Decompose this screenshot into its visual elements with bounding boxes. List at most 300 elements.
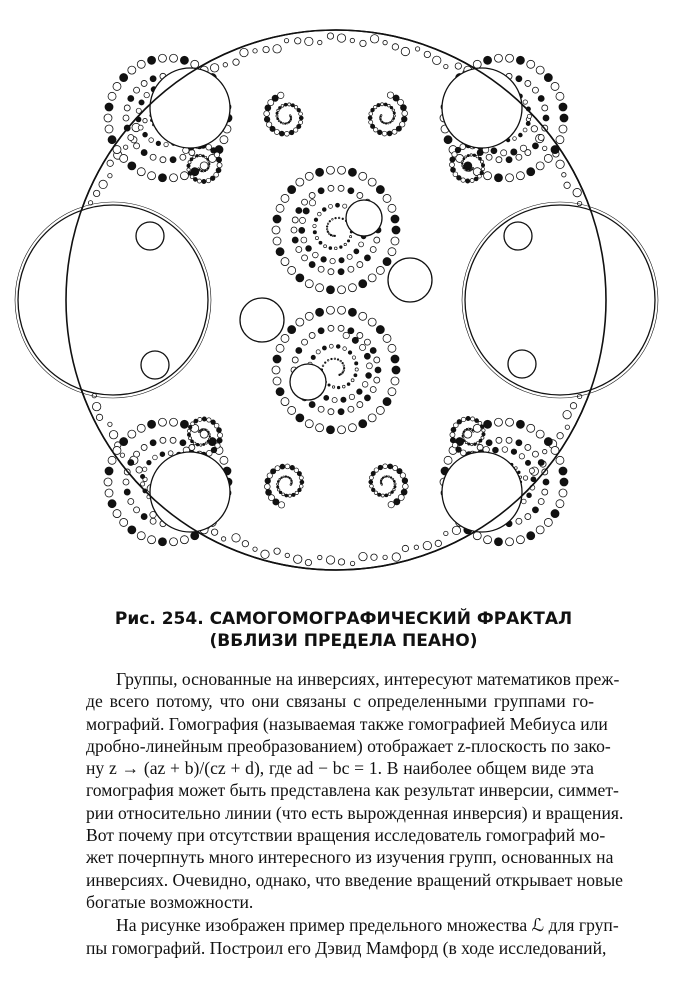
boundary-bead [253, 547, 257, 551]
fractal-spiral-bead [466, 170, 468, 172]
fractal-bead [292, 217, 298, 223]
fractal-spiral-bead [187, 164, 190, 167]
fractal-spiral-bead [352, 337, 358, 343]
fractal-spiral-bead [138, 125, 143, 130]
fractal-spiral-bead [461, 163, 463, 165]
fractal-spiral-bead [479, 157, 482, 160]
boundary-bead [392, 44, 398, 50]
boundary-bead [423, 541, 431, 549]
fractal-bead [148, 420, 156, 428]
boundary-bead [108, 422, 112, 426]
fractal-spiral-bead [264, 484, 270, 490]
fractal-bead [368, 178, 376, 186]
boundary-bead [573, 188, 581, 196]
fractal-bead [525, 514, 531, 520]
fractal-spiral-bead [202, 179, 206, 183]
fractal-spiral-bead [480, 160, 483, 163]
fractal-bead [532, 87, 538, 93]
fractal-spiral-bead [394, 483, 396, 485]
fractal-spiral-bead [313, 224, 316, 227]
fractal-spiral-bead [297, 472, 301, 476]
fractal-bead [494, 54, 502, 62]
fractal-bead [292, 357, 298, 363]
fractal-bead [316, 308, 324, 316]
fractal-spiral-bead [388, 476, 390, 478]
fractal-spiral-bead [334, 247, 337, 250]
fractal-spiral-bead [207, 440, 209, 442]
fractal-spiral-bead [385, 123, 387, 125]
fractal-spiral-bead [205, 156, 207, 158]
fractal-bead [191, 168, 199, 176]
fractal-bead [148, 536, 156, 544]
fractal-bead [158, 418, 166, 426]
fractal-bead [158, 538, 166, 546]
fractal-spiral-bead [277, 486, 279, 488]
boundary-bead [92, 402, 100, 410]
fractal-bead [494, 418, 502, 426]
fractal-bead [170, 437, 176, 443]
fractal-spiral-bead [160, 452, 165, 457]
fractal-spiral-bead [326, 228, 328, 230]
fractal-spiral-bead [461, 178, 465, 182]
fractal-spiral-bead [371, 488, 375, 492]
fractal-bead [150, 518, 156, 524]
fractal-spiral-bead [476, 442, 479, 445]
fractal-spiral-bead [342, 218, 344, 220]
body-text [56, 668, 624, 959]
fractal-spiral-bead [355, 362, 358, 365]
fractal-spiral-bead [215, 443, 220, 448]
fractal-spiral-bead [347, 240, 349, 242]
fractal-bead [364, 339, 370, 345]
boundary-bead [401, 47, 409, 55]
fractal-spiral-bead [336, 345, 340, 349]
fractal-bead [348, 284, 356, 292]
fractal-spiral-bead [202, 155, 204, 157]
fractal-bead [141, 514, 147, 520]
fractal-bead [506, 437, 512, 443]
fractal-bead [560, 114, 568, 122]
fractal-bead [496, 157, 502, 163]
fractal-bead [316, 168, 324, 176]
fractal-bead [473, 532, 481, 540]
fractal-bead [180, 420, 188, 428]
fractal-bead [318, 328, 324, 334]
fractal-spiral-bead [343, 365, 345, 367]
fractal-bead [338, 166, 346, 174]
fractal-spiral-bead [300, 480, 304, 484]
fractal-spiral-bead [285, 476, 287, 478]
fractal-spiral-bead [193, 177, 197, 181]
fractal-spiral-bead [467, 154, 469, 156]
fractal-spiral-bead [342, 362, 344, 364]
fractal-spiral-bead [340, 360, 342, 362]
fractal-bead [302, 339, 308, 345]
fractal-bead [376, 186, 384, 194]
fractal-spiral-bead [388, 493, 391, 496]
fractal-bead [150, 154, 156, 160]
fractal-bead [559, 103, 567, 111]
fractal-spiral-bead [314, 218, 318, 222]
fractal-spiral-bead [147, 460, 152, 465]
fractal-bead [391, 237, 399, 245]
fractal-bead [391, 355, 399, 363]
fractal-spiral-bead [274, 129, 279, 134]
fractal-spiral-bead [371, 108, 375, 112]
fractal-bead [128, 135, 134, 141]
fractal-spiral-bead [329, 247, 332, 250]
fractal-bead [105, 103, 113, 111]
fractal-spiral-bead [392, 109, 394, 111]
fractal-bead [291, 227, 297, 233]
fractal-bead [292, 237, 298, 243]
fractal-bead [128, 499, 134, 505]
fractal-bead [516, 440, 522, 446]
text-line: Вот почему при отсутствии вращения исследователь гомографий мо- [86, 825, 606, 846]
text-line: На рисунке изображен пример предельного множества ℒ для груп- [116, 915, 619, 936]
fractal-bead [348, 168, 356, 176]
paragraph-1 [56, 668, 624, 913]
fractal-spiral-bead [457, 419, 462, 424]
fractal-bead [338, 426, 346, 434]
fractal-bead [542, 105, 548, 111]
fractal-bead [375, 367, 381, 373]
fractal-spiral-bead [287, 476, 289, 478]
fractal-bead [370, 347, 376, 353]
fractal-bead [484, 536, 492, 544]
fractal-bead [124, 489, 130, 495]
fractal-bead [288, 186, 296, 194]
fractal-bead [148, 172, 156, 180]
boundary-bead [93, 190, 99, 196]
fractal-spiral-bead [218, 433, 223, 438]
fractal-spiral-bead [466, 428, 468, 430]
fractal-bead [506, 418, 514, 426]
fractal-bead [532, 451, 538, 457]
fractal-bead [444, 456, 452, 464]
fractal-spiral-bead [331, 358, 333, 360]
fractal-spiral-bead [401, 489, 407, 495]
fractal-bead [392, 366, 400, 374]
fractal-spiral-bead [371, 471, 375, 475]
fractal-bead [328, 185, 334, 191]
text-line: ну z → (az + b)/(cz + d), где ad − bc = 1. В наиболее общем виде эта [86, 758, 594, 779]
fractal-spiral-bead [462, 437, 464, 439]
fractal-spiral-bead [334, 358, 336, 360]
fractal-bead [543, 479, 549, 485]
fractal-bead [338, 409, 344, 415]
fractal-bead [544, 74, 552, 82]
fractal-spiral-bead [190, 175, 194, 179]
fractal-bead [141, 80, 147, 86]
fractal-spiral-bead [478, 421, 482, 425]
fractal-bead [506, 174, 514, 182]
fractal-spiral-bead [343, 204, 347, 208]
fractal-bead [368, 414, 376, 422]
fractal-spiral-bead [328, 233, 330, 235]
fractal-bead [134, 507, 140, 513]
fractal-spiral-bead [297, 108, 301, 112]
fractal-spiral-bead [327, 231, 329, 233]
fractal-spiral-bead [390, 106, 393, 109]
fractal-bead [348, 308, 356, 316]
fractal-spiral-bead [275, 466, 280, 471]
fractal-spiral-bead [217, 438, 222, 443]
fractal-spiral-bead [465, 442, 467, 444]
fractal-bead [527, 424, 535, 432]
boundary-bead [305, 559, 311, 565]
boundary-bead [240, 48, 248, 56]
fractal-bead [516, 154, 522, 160]
fractal-bead [160, 437, 166, 443]
boundary-bead [123, 145, 127, 149]
boundary-bead [415, 47, 419, 51]
fractal-bead [281, 194, 289, 202]
fractal-spiral-bead [289, 130, 294, 135]
fractal-bead [128, 95, 134, 101]
fractal-spiral-bead [277, 109, 279, 111]
fractal-spiral-bead [450, 432, 455, 437]
fractal-bead [357, 402, 363, 408]
fractal-bead [113, 510, 121, 518]
boundary-bead [295, 38, 301, 44]
fractal-spiral-bead [481, 164, 484, 167]
fractal-spiral-bead [374, 105, 377, 108]
fractal-spiral-bead [282, 493, 285, 496]
fractal-spiral-bead [193, 442, 196, 445]
boundary-bead [107, 160, 113, 166]
fractal-spiral-bead [400, 105, 406, 111]
fractal-bead [272, 366, 280, 374]
boundary-bead [543, 146, 547, 150]
fractal-spiral-bead [187, 433, 190, 436]
boundary-bead [108, 174, 112, 178]
fractal-bead [392, 226, 400, 234]
fractal-spiral-bead [347, 254, 352, 259]
fractal-spiral-bead [520, 145, 526, 151]
fractal-spiral-bead [202, 417, 206, 421]
fractal-spiral-bead [313, 252, 319, 258]
fractal-spiral-bead [462, 435, 464, 437]
boundary-bead [452, 526, 460, 534]
fractal-spiral-bead [493, 447, 499, 453]
fractal-spiral-bead [463, 167, 465, 169]
fractal-spiral-bead [390, 477, 392, 479]
boundary-bead [273, 45, 281, 53]
boundary-bead [210, 64, 218, 72]
caption-line-2: (ВБЛИЗИ ПРЕДЕЛА ПЕАНО) [209, 631, 478, 651]
fractal-spiral-bead [290, 484, 292, 486]
fractal-bead [486, 154, 492, 160]
fractal-spiral-bead [463, 431, 465, 433]
fractal-bead [134, 87, 140, 93]
boundary-bead [414, 545, 418, 549]
fractal-spiral-bead [281, 477, 283, 479]
fractal-bead [359, 420, 367, 428]
fractal-bead [160, 157, 166, 163]
fractal-spiral-bead [394, 486, 396, 488]
fractal-spiral-bead [290, 465, 295, 470]
fractal-bead [527, 60, 535, 68]
fractal-bead [191, 60, 199, 68]
fractal-spiral-bead [144, 92, 149, 97]
fractal-bead [538, 459, 544, 465]
fractal-bead [368, 274, 376, 282]
fractal-spiral-bead [153, 455, 158, 460]
fractal-spiral-bead [351, 379, 354, 382]
fractal-spiral-bead [322, 365, 324, 367]
fractal-bead [544, 154, 552, 162]
fractal-spiral-bead [347, 383, 350, 386]
fractal-spiral-bead [479, 439, 482, 442]
fractal-bead [296, 318, 304, 326]
boundary-bead [96, 414, 102, 420]
fractal-bead [383, 398, 391, 406]
fractal-spiral-bead [141, 482, 145, 486]
fractal-bead [134, 143, 140, 149]
boundary-bead [211, 529, 217, 535]
fractal-spiral-bead [465, 156, 467, 158]
fractal-spiral-bead [381, 103, 384, 106]
fractal-bead [273, 355, 281, 363]
fractal-bead [141, 150, 147, 156]
fractal-spiral-bead [330, 258, 335, 263]
empty-disc [346, 200, 382, 236]
fractal-spiral-bead [299, 116, 303, 120]
fractal-spiral-bead [317, 212, 321, 216]
fractal-spiral-bead [369, 476, 373, 480]
fractal-spiral-bead [299, 476, 303, 480]
fractal-bead [170, 157, 176, 163]
fractal-spiral-bead [461, 417, 465, 421]
fractal-spiral-bead [205, 442, 207, 444]
fractal-bead [134, 451, 140, 457]
fractal-spiral-bead [196, 154, 199, 157]
fractal-spiral-bead [388, 464, 393, 469]
fractal-spiral-bead [390, 121, 392, 123]
fractal-bead [383, 258, 391, 266]
fractal-spiral-bead [370, 124, 374, 128]
boundary-bead [223, 63, 227, 67]
fractal-spiral-bead [194, 419, 198, 423]
fractal-spiral-bead [208, 161, 210, 163]
fractal-bead [391, 377, 399, 385]
fractal-bead [536, 162, 544, 170]
fractal-bead [288, 266, 296, 274]
fractal-bead [551, 82, 559, 90]
fractal-spiral-bead [357, 389, 363, 395]
fractal-bead [220, 136, 228, 144]
fractal-bead [477, 444, 483, 450]
fractal-spiral-bead [143, 132, 148, 137]
fractal-bead [388, 344, 396, 352]
fractal-spiral-bead [451, 167, 456, 172]
fractal-spiral-bead [322, 346, 326, 350]
fractal-spiral-bead [209, 433, 211, 435]
fractal-bead [326, 426, 334, 434]
fractal-spiral-bead [462, 160, 464, 162]
text-line: мографий. Гомография (называемая также гомографией Мебиуса или [86, 713, 608, 734]
fractal-spiral-bead [295, 491, 298, 494]
fractal-spiral-bead [523, 128, 527, 132]
fractal-spiral-bead [337, 359, 339, 361]
fractal-bead [305, 172, 313, 180]
fractal-spiral-bead [335, 217, 337, 219]
fractal-spiral-bead [518, 133, 522, 137]
fractal-bead [108, 500, 116, 508]
fractal-bead [536, 526, 544, 534]
fractal-bead [309, 262, 315, 268]
fractal-spiral-bead [276, 115, 278, 117]
fractal-bead [128, 526, 136, 534]
fractal-spiral-bead [471, 417, 475, 421]
boundary-bead [327, 33, 333, 39]
fractal-bead [123, 479, 129, 485]
boundary-bead [370, 35, 378, 43]
fractal-bead [516, 56, 524, 64]
fractal-bead [296, 247, 302, 253]
fractal-spiral-bead [473, 431, 475, 433]
fractal-bead [137, 60, 145, 68]
fractal-bead [113, 82, 121, 90]
fractal-bead [506, 538, 514, 546]
fractal-bead [484, 172, 492, 180]
fractal-spiral-bead [288, 103, 291, 106]
fractal-bead [538, 135, 544, 141]
fractal-spiral-bead [206, 430, 208, 432]
fractal-bead [391, 215, 399, 223]
fractal-spiral-bead [402, 478, 408, 484]
fractal-spiral-bead [285, 464, 290, 469]
fractal-bead [296, 207, 302, 213]
fractal-bead [376, 266, 384, 274]
fractal-bead [506, 54, 514, 62]
fractal-bead [473, 424, 481, 432]
fractal-bead [326, 166, 334, 174]
fractal-bead [364, 255, 370, 261]
fractal-spiral-bead [286, 122, 288, 124]
fractal-bead [326, 286, 334, 294]
fractal-spiral-bead [383, 464, 388, 469]
fractal-spiral-bead [387, 131, 392, 136]
fractal-spiral-bead [480, 171, 484, 175]
fractal-spiral-bead [306, 246, 312, 252]
fractal-bead [374, 237, 380, 243]
boundary-bead [294, 555, 302, 563]
fractal-spiral-bead [368, 116, 372, 120]
fractal-spiral-bead [205, 429, 207, 431]
fractal-spiral-bead [327, 360, 329, 362]
fractal-spiral-bead [327, 223, 329, 225]
boundary-bead [305, 37, 313, 45]
fractal-bead [108, 456, 116, 464]
fractal-bead [559, 467, 567, 475]
fractal-spiral-bead [401, 116, 407, 122]
fractal-bead [137, 424, 145, 432]
fractal-spiral-bead [324, 245, 327, 248]
fractal-bead [364, 395, 370, 401]
fractal-bead [338, 306, 346, 314]
fractal-spiral-bead [332, 235, 334, 237]
text-line: дробно-линейным преобразованием) отображает z-плоскость по зако- [86, 735, 611, 756]
boundary-bead [253, 49, 257, 53]
fractal-spiral-bead [217, 163, 222, 168]
fractal-spiral-bead [343, 367, 345, 369]
fractal-spiral-bead [276, 112, 278, 114]
empty-disc [508, 350, 536, 378]
fractal-spiral-bead [277, 483, 279, 485]
fractal-spiral-bead [188, 437, 191, 440]
